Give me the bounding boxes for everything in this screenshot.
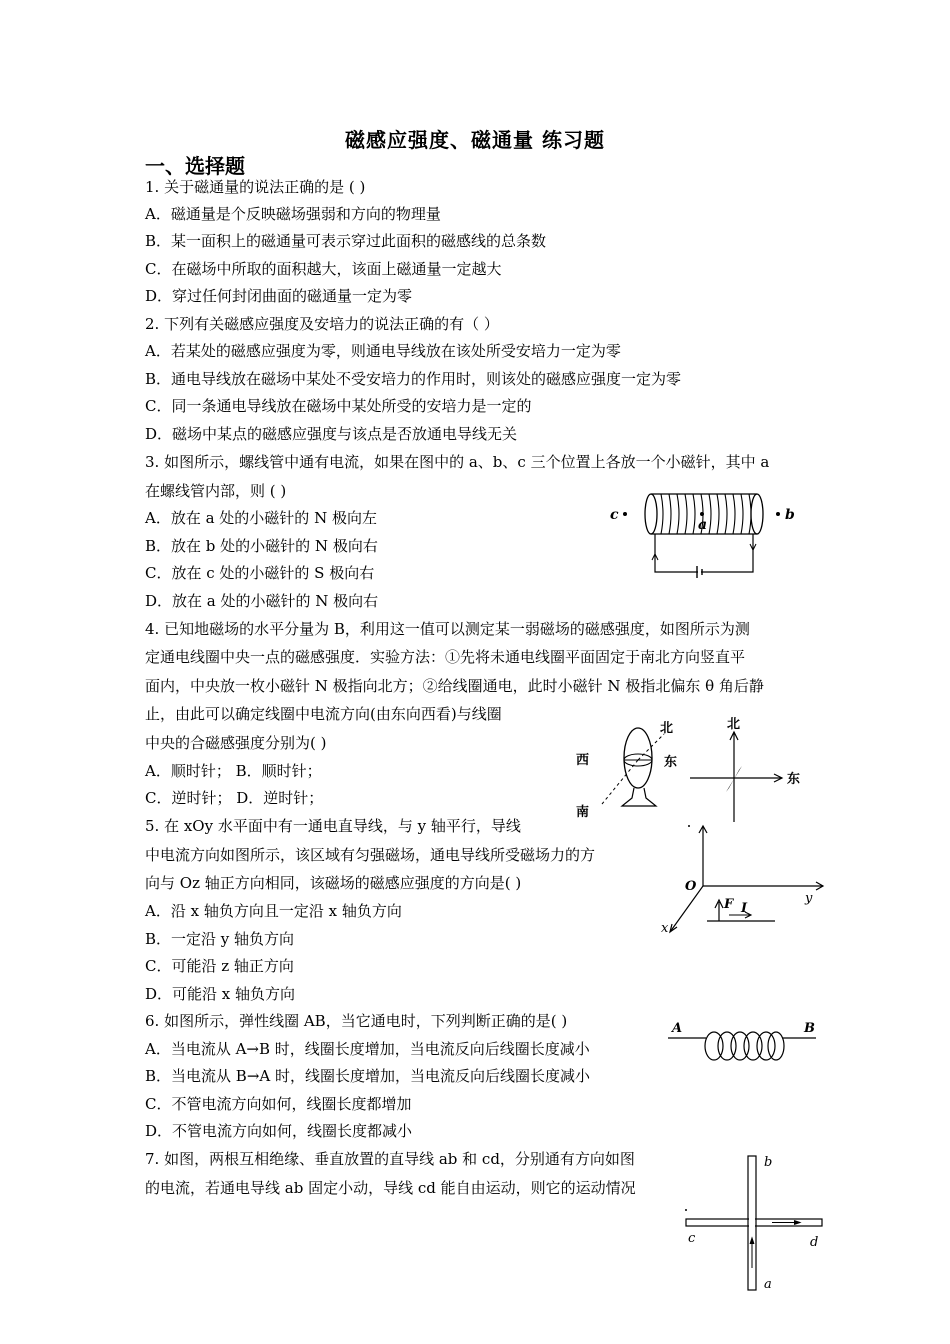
- option-line: B．通电导线放在磁场中某处不受安培力的作用时，则该处的磁感应强度一定为零: [145, 370, 682, 388]
- option-line: A．顺时针； B．顺时针；: [145, 762, 322, 780]
- label-f: F: [724, 897, 734, 912]
- label-A: A: [672, 1021, 683, 1036]
- option-line: C．可能沿 z 轴正方向: [145, 957, 294, 975]
- question-text-line: 向与 Oz 轴正方向相同，该磁场的磁感应强度的方向是( ): [145, 874, 522, 892]
- label-c: c: [610, 507, 619, 523]
- option-line: C．不管电流方向如何，线圈长度都增加: [145, 1095, 412, 1113]
- question-text-line: 定通电线圈中央一点的磁感强度．实验方法：①先将未通电线圈平面固定于南北方向竖直平: [145, 648, 746, 666]
- option-line: C．逆时针； D．逆时针；: [145, 789, 324, 807]
- question-text-line: 在螺线管内部，则 ( ): [145, 482, 287, 500]
- question-text-line: 面内，中央放一枚小磁针 N 极指向北方；②给线圈通电，此时小磁针 N 极指北偏东 θ 角后静: [145, 677, 764, 695]
- label-wire-c: c: [688, 1231, 696, 1246]
- option-line: A．当电流从 A→B 时，线圈长度增加，当电流反向后线圈长度减小: [145, 1040, 590, 1058]
- option-line: A．若某处的磁感应强度为零，则通电导线放在该处所受安培力一定为零: [145, 342, 621, 360]
- option-line: D．穿过任何封闭曲面的磁通量一定为零: [145, 287, 413, 305]
- question-text-line: 的电流，若通电导线 ab 固定小动，导线 cd 能自由运动，则它的运动情况: [145, 1179, 636, 1197]
- option-line: D．可能沿 x 轴负方向: [145, 985, 296, 1003]
- axes-figure: [655, 820, 835, 940]
- option-line: B．放在 b 处的小磁针的 N 极向右: [145, 537, 378, 555]
- label-east: 东: [664, 755, 678, 770]
- page-title: 磁感应强度、磁通量 练习题: [345, 128, 605, 152]
- label-x: x: [661, 921, 669, 936]
- question-6: 6. 如图所示，弹性线圈 AB，当它通电时，下列判断正确的是( ): [145, 1012, 568, 1030]
- option-line: D．不管电流方向如何，线圈长度都减小: [145, 1122, 413, 1140]
- option-line: B．一定沿 y 轴负方向: [145, 930, 295, 948]
- question-5: 5. 在 xOy 水平面中有一通电直导线，与 y 轴平行，导线: [145, 817, 521, 835]
- question-3: 3. 如图所示，螺线管中通有电流，如果在图中的 a、b、c 三个位置上各放一个小磁针，其中 a: [145, 453, 770, 471]
- option-line: D．磁场中某点的磁感应强度与该点是否放通电导线无关: [145, 425, 518, 443]
- question-text-line: 止，由此可以确定线圈中电流方向(由东向西看)与线圈: [145, 705, 502, 723]
- option-line: B．某一面积上的磁通量可表示穿过此面积的磁感线的总条数: [145, 232, 547, 250]
- label-wire-d: d: [810, 1235, 819, 1250]
- label-wire-b: b: [764, 1155, 773, 1170]
- question-1: 1. 关于磁通量的说法正确的是 ( ): [145, 178, 366, 196]
- label-south: 南: [576, 805, 590, 820]
- label-y: y: [805, 891, 813, 906]
- label-east-2: 东: [787, 772, 801, 787]
- option-line: B．当电流从 B→A 时，线圈长度增加，当电流反向后线圈长度减小: [145, 1067, 590, 1085]
- question-text-line: 中电流方向如图所示，该区域有匀强磁场，通电导线所受磁场力的方: [145, 846, 596, 864]
- option-line: C．同一条通电导线放在磁场中某处所受的安培力是一定的: [145, 397, 532, 415]
- label-wire-a: a: [764, 1277, 772, 1292]
- label-north: 北: [660, 721, 674, 736]
- label-north-2: 北: [727, 717, 741, 732]
- section-heading: 一、选择题: [145, 154, 245, 178]
- option-line: A．沿 x 轴负方向且一定沿 x 轴负方向: [145, 902, 402, 920]
- question-4: 4. 已知地磁场的水平分量为 B，利用这一值可以测定某一弱磁场的磁感强度，如图所示为测: [145, 620, 750, 638]
- question-2: 2. 下列有关磁感应强度及安培力的说法正确的有（ ）: [145, 315, 499, 333]
- label-o: O: [685, 879, 697, 894]
- label-west: 西: [576, 753, 590, 768]
- label-i: I: [741, 901, 748, 916]
- cross-wires-figure: [680, 1148, 840, 1294]
- option-line: A．磁通量是个反映磁场强弱和方向的物理量: [145, 205, 441, 223]
- spring-figure: [664, 1012, 824, 1068]
- question-7: 7. 如图，两根互相绝缘、垂直放置的直导线 ab 和 cd，分别通有方向如图: [145, 1150, 635, 1168]
- question-text-line: 中央的合磁感强度分别为( ): [145, 734, 327, 752]
- option-line: C．放在 c 处的小磁针的 S 极向右: [145, 564, 375, 582]
- solenoid-figure: [605, 484, 805, 580]
- label-b: b: [785, 507, 795, 523]
- option-line: C．在磁场中所取的面积越大，该面上磁通量一定越大: [145, 260, 502, 278]
- option-line: D．放在 a 处的小磁针的 N 极向右: [145, 592, 379, 610]
- earth-field-figure: [572, 712, 812, 822]
- label-B: B: [804, 1021, 815, 1036]
- option-line: A．放在 a 处的小磁针的 N 极向左: [145, 509, 377, 527]
- label-a: a: [698, 517, 708, 533]
